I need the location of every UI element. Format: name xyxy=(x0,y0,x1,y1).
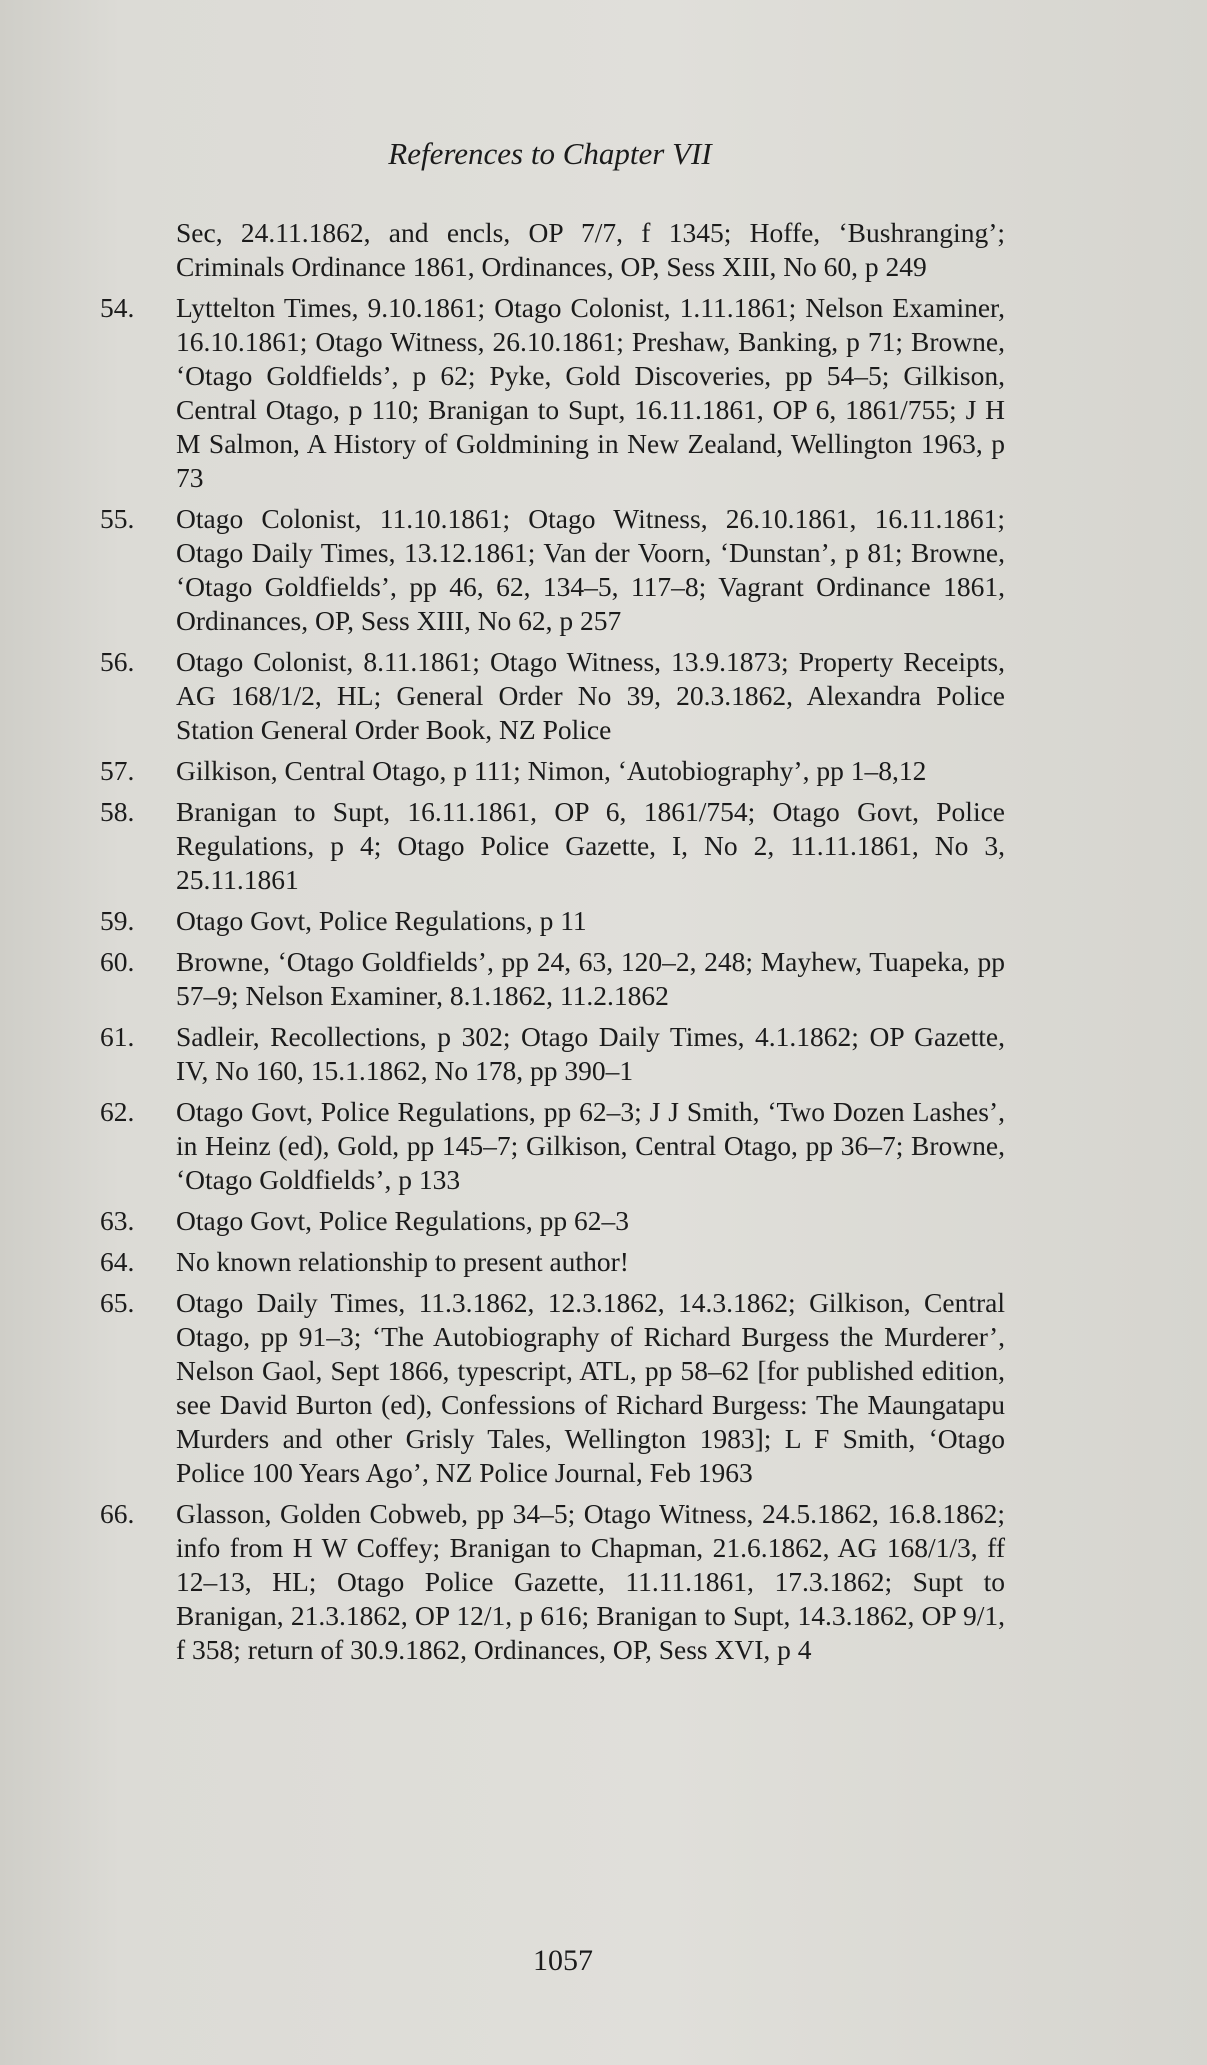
reference-57 xyxy=(100,754,1005,788)
reference-text: Otago Daily Times, 11.3.1862, 12.3.1862, 14.3.1862; Gilkison, Central Otago, pp 91–3; ‘The Autobiography of Richard Burgess the Murderer’, Nelson Gaol, Sept 1866, typescript, ATL, pp 58–62 [for published edition, see David Burton (ed), Confessions of Richard Burgess: The Maungatapu Murders and other Grisly Tales, Wellington 1983]; L F Smith, ‘Otago Police 100 Years Ago’, NZ Police Journal, Feb 1963 xyxy=(176,1287,1005,1488)
reference-60 xyxy=(100,945,1005,1013)
reference-text: Branigan to Supt, 16.11.1861, OP 6, 1861/754; Otago Govt, Police Regulations, p 4; Otago Police Gazette, I, No 2, 11.11.1861, No 3, 25.11.1861 xyxy=(176,796,1005,895)
reference-55 xyxy=(100,502,1005,638)
reference-number: 64. xyxy=(100,1246,135,1277)
reference-54 xyxy=(100,291,1005,495)
reference-text: Sec, 24.11.1862, and encls, OP 7/7, f 1345; Hoffe, ‘Bushranging’; Criminals Ordinance 1861, Ordinances, OP, Sess XIII, No 60, p 249 xyxy=(176,217,1005,282)
reference-text: Otago Colonist, 8.11.1861; Otago Witness, 13.9.1873; Property Receipts, AG 168/1/2, HL; General Order No 39, 20.3.1862, Alexandra Police Station General Order Book, NZ Police xyxy=(176,646,1005,745)
reference-number: 57. xyxy=(100,755,135,786)
reference-number: 59. xyxy=(100,905,135,936)
reference-number: 66. xyxy=(100,1498,135,1529)
reference-text: Sadleir, Recollections, p 302; Otago Daily Times, 4.1.1862; OP Gazette, IV, No 160, 15.1.1862, No 178, pp 390–1 xyxy=(176,1021,1005,1086)
reference-64 xyxy=(100,1245,1005,1279)
reference-text: Glasson, Golden Cobweb, pp 34–5; Otago Witness, 24.5.1862, 16.8.1862; info from H W Coffey; Branigan to Chapman, 21.6.1862, AG 168/1/3, ff 12–13, HL; Otago Police Gazette, 11.11.1861, 17.3.1862; Supt to Branigan, 21.3.1862, OP 12/1, p 616; Branigan to Supt, 14.3.1862, OP 9/1, f 358; return of 30.9.1862, Ordinances, OP, Sess XVI, p 4 xyxy=(176,1498,1005,1665)
reference-62 xyxy=(100,1095,1005,1197)
reference-text: Otago Colonist, 11.10.1861; Otago Witness, 26.10.1861, 16.11.1861; Otago Daily Times, 13.12.1861; Van der Voorn, ‘Dunstan’, p 81; Browne, ‘Otago Goldfields’, pp 46, 62, 134–5, 117–8; Vagrant Ordinance 1861, Ordinances, OP, Sess XIII, No 62, p 257 xyxy=(176,503,1005,636)
reference-number: 61. xyxy=(100,1021,135,1052)
reference-list xyxy=(100,216,1005,1674)
reference-number: 55. xyxy=(100,503,135,534)
continued-reference xyxy=(100,216,1005,284)
reference-text: Browne, ‘Otago Goldfields’, pp 24, 63, 120–2, 248; Mayhew, Tuapeka, pp 57–9; Nelson Examiner, 8.1.1862, 11.2.1862 xyxy=(176,946,1005,1011)
reference-text: Otago Govt, Police Regulations, p 11 xyxy=(176,905,587,936)
reference-59 xyxy=(100,904,1005,938)
running-title: References to Chapter VII xyxy=(388,136,712,171)
reference-65 xyxy=(100,1286,1005,1490)
reference-text: No known relationship to present author! xyxy=(176,1246,629,1277)
page-number: 1057 xyxy=(533,1944,593,1977)
reference-61 xyxy=(100,1020,1005,1088)
reference-number: 60. xyxy=(100,946,135,977)
reference-63 xyxy=(100,1204,1005,1238)
reference-text: Lyttelton Times, 9.10.1861; Otago Colonist, 1.11.1861; Nelson Examiner, 16.10.1861; Otago Witness, 26.10.1861; Preshaw, Banking, p 71; Browne, ‘Otago Goldfields’, p 62; Pyke, Gold Discoveries, pp 54–5; Gilkison, Central Otago, p 110; Branigan to Supt, 16.11.1861, OP 6, 1861/755; J H M Salmon, A History of Goldmining in New Zealand, Wellington 1963, p 73 xyxy=(176,292,1005,493)
reference-text: Otago Govt, Police Regulations, pp 62–3 xyxy=(176,1205,629,1236)
reference-number: 56. xyxy=(100,646,135,677)
reference-number: 65. xyxy=(100,1287,135,1318)
reference-56 xyxy=(100,645,1005,747)
reference-66 xyxy=(100,1497,1005,1667)
reference-text: Otago Govt, Police Regulations, pp 62–3; J J Smith, ‘Two Dozen Lashes’, in Heinz (ed), Gold, pp 145–7; Gilkison, Central Otago, pp 36–7; Browne, ‘Otago Goldfields’, p 133 xyxy=(176,1096,1005,1195)
reference-text: Gilkison, Central Otago, p 111; Nimon, ‘Autobiography’, pp 1–8,12 xyxy=(176,755,927,786)
reference-number: 63. xyxy=(100,1205,135,1236)
reference-number: 62. xyxy=(100,1096,135,1127)
reference-58 xyxy=(100,795,1005,897)
reference-number: 58. xyxy=(100,796,135,827)
reference-number: 54. xyxy=(100,292,135,323)
